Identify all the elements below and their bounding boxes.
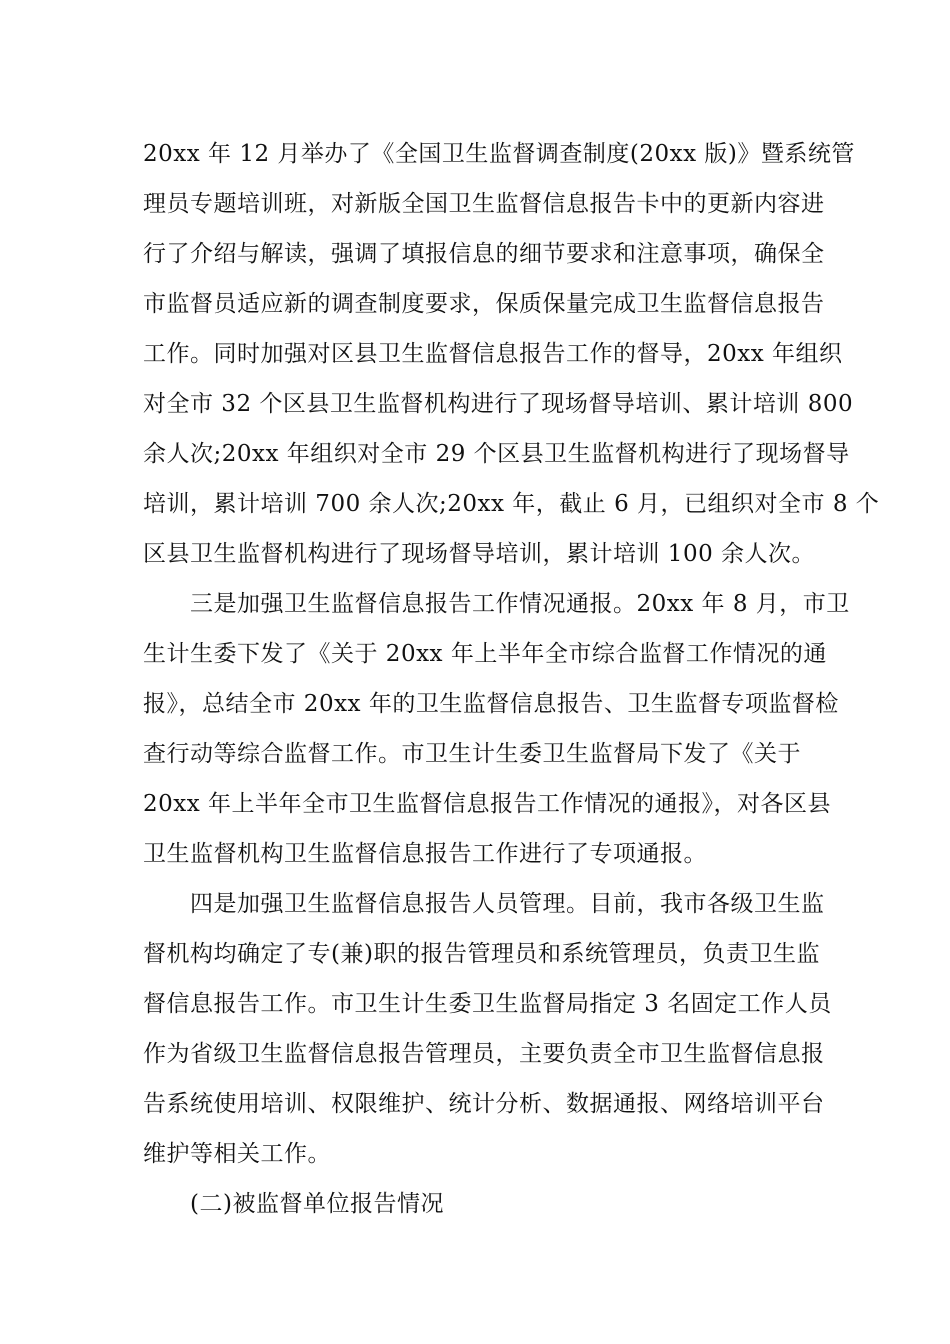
- text-line: 查行动等综合监督工作。市卫生计生委卫生监督局下发了《关于: [143, 741, 801, 767]
- paragraph-start-line: 三是加强卫生监督信息报告工作情况通报。20xx 年 8 月，市卫: [190, 591, 850, 617]
- text-line: 督机构均确定了专(兼)职的报告管理员和系统管理员，负责卫生监: [143, 941, 820, 967]
- text-line: 工作。同时加强对区县卫生监督信息报告工作的督导，20xx 年组织: [143, 341, 843, 367]
- text-line: 20xx 年 12 月举办了《全国卫生监督调查制度(20xx 版)》暨系统管: [143, 141, 855, 167]
- text-line: 生计生委下发了《关于 20xx 年上半年全市综合监督工作情况的通: [143, 641, 827, 667]
- text-line: 报》，总结全市 20xx 年的卫生监督信息报告、卫生监督专项监督检: [143, 691, 839, 717]
- paragraph-start-line: 四是加强卫生监督信息报告人员管理。目前，我市各级卫生监: [190, 891, 825, 917]
- text-line: 区县卫生监督机构进行了现场督导培训，累计培训 100 余人次。: [143, 541, 816, 567]
- text-line: 行了介绍与解读，强调了填报信息的细节要求和注意事项，确保全: [143, 241, 825, 267]
- text-line: 督信息报告工作。市卫生计生委卫生监督局指定 3 名固定工作人员: [143, 991, 832, 1017]
- text-line: 告系统使用培训、权限维护、统计分析、数据通报、网络培训平台: [143, 1091, 825, 1117]
- text-line: 培训，累计培训 700 余人次;20xx 年，截止 6 月，已组织对全市 8 个: [143, 491, 880, 517]
- text-line: 理员专题培训班，对新版全国卫生监督信息报告卡中的更新内容进: [143, 191, 825, 217]
- text-line: 余人次;20xx 年组织对全市 29 个区县卫生监督机构进行了现场督导: [143, 441, 850, 467]
- section-heading: (二)被监督单位报告情况: [190, 1191, 444, 1217]
- text-line: 20xx 年上半年全市卫生监督信息报告工作情况的通报》，对各区县: [143, 791, 832, 817]
- text-line: 对全市 32 个区县卫生监督机构进行了现场督导培训、累计培训 800: [143, 391, 854, 417]
- text-line: 维护等相关工作。: [143, 1141, 331, 1167]
- text-line: 卫生监督机构卫生监督信息报告工作进行了专项通报。: [143, 841, 707, 867]
- text-line: 市监督员适应新的调查制度要求，保质保量完成卫生监督信息报告: [143, 291, 825, 317]
- text-line: 作为省级卫生监督信息报告管理员，主要负责全市卫生监督信息报: [143, 1041, 825, 1067]
